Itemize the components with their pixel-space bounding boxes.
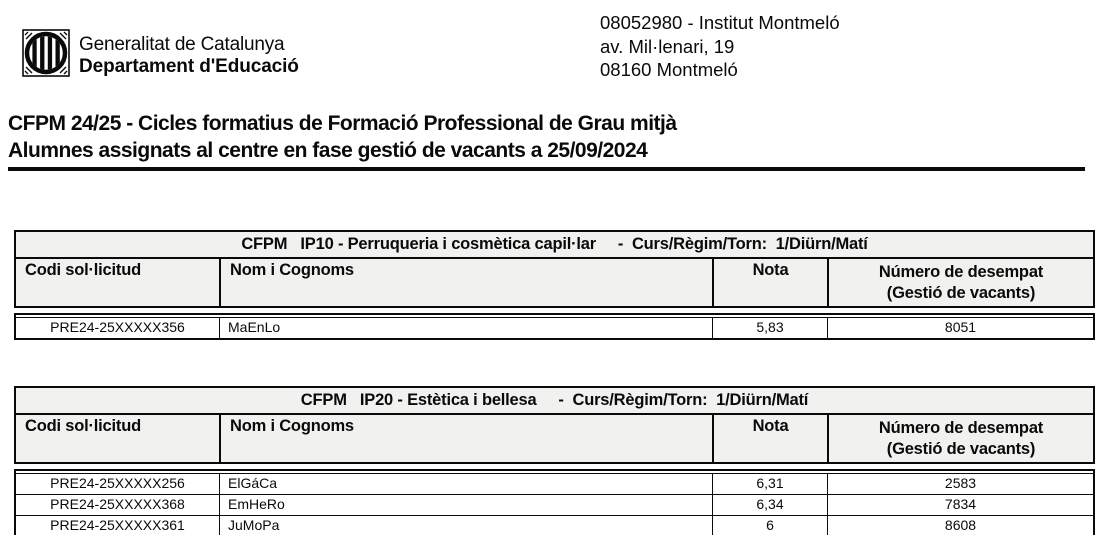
cell-codi: PRE24-25XXXXX256 <box>50 475 185 491</box>
table-ip20-body <box>14 469 1095 535</box>
doc-title <box>8 110 1085 171</box>
cell-nom: JuMoPa <box>219 516 712 535</box>
center-address-block <box>600 11 840 82</box>
table-ip20-column-headers <box>16 415 1093 462</box>
cell-nota: 6 <box>712 516 827 535</box>
cell-nom: ElGáCa <box>219 474 712 494</box>
cell-nom: EmHeRo <box>219 495 712 515</box>
cell-desempat: 8608 <box>827 516 1093 535</box>
col-header-codi: Codi sol·licitud <box>25 417 141 435</box>
table-ip10-header <box>14 230 1095 308</box>
cell-desempat: 2583 <box>827 474 1093 494</box>
cell-nota: 6,31 <box>712 474 827 494</box>
center-street: av. Mil·lenari, 19 <box>600 35 735 57</box>
generalitat-seal-icon <box>22 29 70 77</box>
table-ip20-title: CFPM IP20 - Estètica i bellesa - Curs/Règim/Torn: 1/Diürn/Matí <box>16 388 1093 415</box>
department-name: Departament d'Educació <box>79 56 299 77</box>
col-header-nom: Nom i Cognoms <box>219 415 712 462</box>
col-header-desempat <box>827 415 1093 462</box>
cell-codi: PRE24-25XXXXX361 <box>50 517 185 533</box>
cell-nom: MaEnLo <box>219 318 712 338</box>
col-header-nom: Nom i Cognoms <box>219 259 712 306</box>
cell-codi: PRE24-25XXXXX356 <box>50 319 185 335</box>
col-header-desempat-line1: Número de desempat <box>878 419 1044 437</box>
cell-nota: 5,83 <box>712 318 827 338</box>
col-header-nota: Nota <box>712 259 827 306</box>
cell-desempat: 7834 <box>827 495 1093 515</box>
table-ip10-column-headers <box>16 259 1093 306</box>
table-ip10-body <box>14 313 1095 340</box>
org-name-block <box>79 34 299 78</box>
cell-codi: PRE24-25XXXXX368 <box>50 496 185 512</box>
table-ip20 <box>14 386 1095 535</box>
table-ip10-title: CFPM IP10 - Perruqueria i cosmètica capil·lar - Curs/Règim/Torn: 1/Diürn/Matí <box>16 232 1093 259</box>
col-header-codi: Codi sol·licitud <box>25 261 141 279</box>
cell-desempat: 8051 <box>827 318 1093 338</box>
col-header-desempat-line1: Número de desempat <box>878 263 1044 281</box>
table-row <box>16 515 1093 535</box>
col-header-desempat-line2: (Gestió de vacants) <box>886 440 1036 458</box>
org-name: Generalitat de Catalunya <box>79 34 285 55</box>
table-row <box>16 317 1093 338</box>
table-row <box>16 494 1093 515</box>
col-header-desempat <box>827 259 1093 306</box>
cell-nota: 6,34 <box>712 495 827 515</box>
center-code-name: 08052980 - Institut Montmeló <box>600 12 840 33</box>
doc-title-line1: CFPM 24/25 - Cicles formatius de Formació Professional de Grau mitjà <box>8 112 677 135</box>
table-ip10 <box>14 230 1095 340</box>
doc-title-line2: Alumnes assignats al centre en fase gestió de vacants a 25/09/2024 <box>8 139 648 162</box>
col-header-nota: Nota <box>712 415 827 462</box>
table-row <box>16 473 1093 494</box>
col-header-desempat-line2: (Gestió de vacants) <box>886 284 1036 302</box>
center-postal-city: 08160 Montmeló <box>600 59 738 80</box>
table-ip20-header <box>14 386 1095 464</box>
